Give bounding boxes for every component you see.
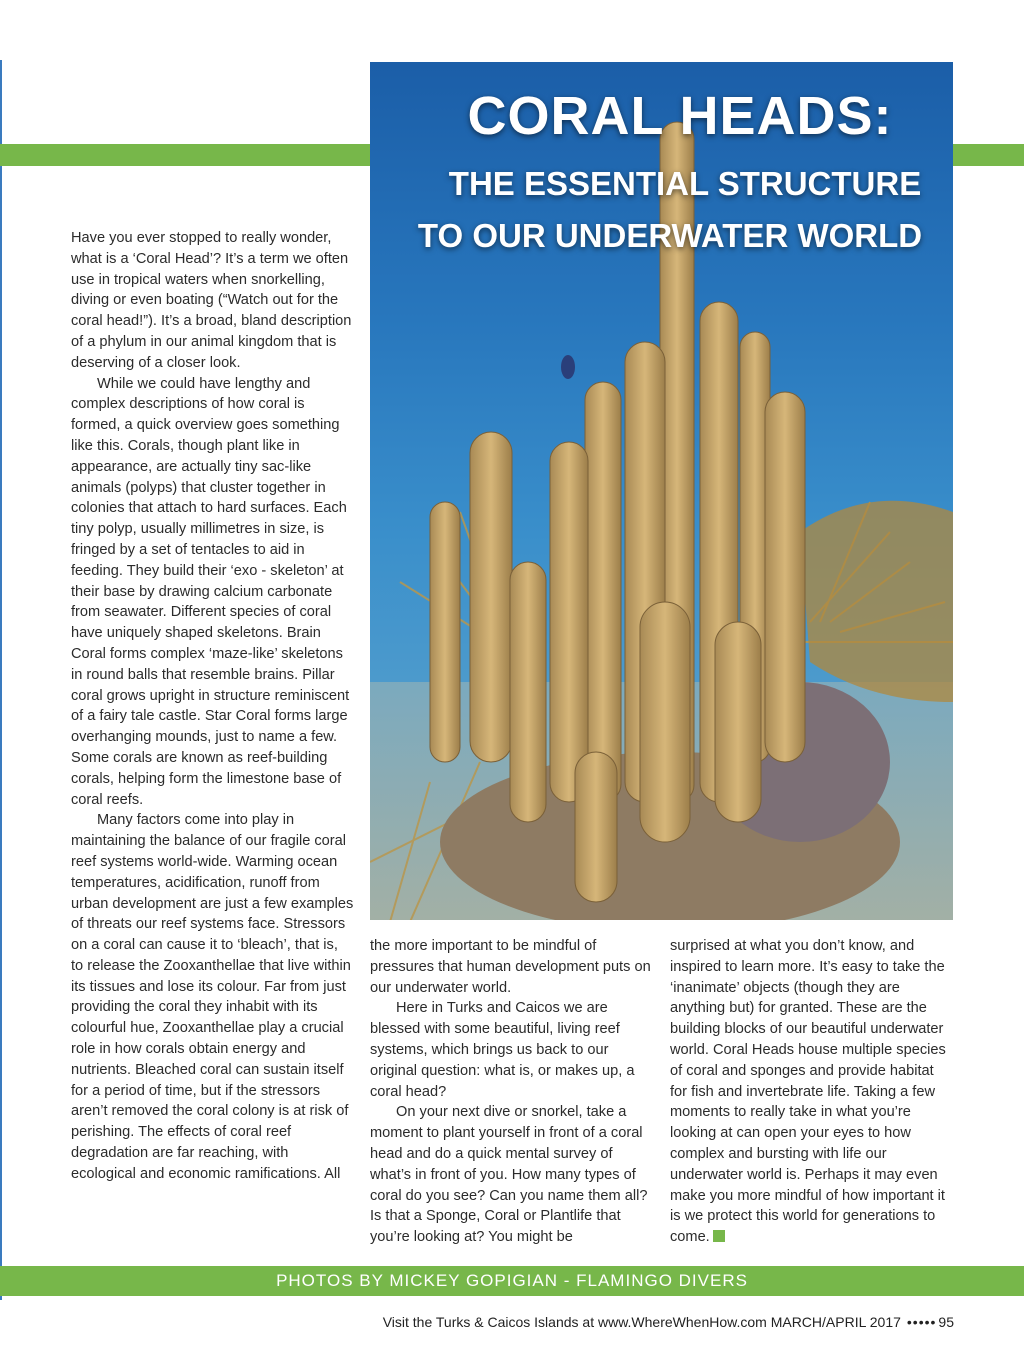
page-number: 95 [938,1314,954,1330]
header-band-left [0,144,370,166]
footer-dots: ••••• [906,1314,937,1330]
paragraph: While we could have lengthy and complex descriptions of how coral is formed, a quick overview goes something like this. Corals, though plant like in appearance, are actually tiny sac-like animals (polyps) that cluster together in colonies that attach to hard surfaces. Each tiny polyp, usually millimetres in size, is fringed by a set of tentacles to aid in feeding. They build their ‘exo - skeleton’ at their base by drawing calcium carbonate from seawater. Different species of coral have uniquely shaped skeletons. Brain Coral forms complex ‘maze-like’ skeletons in round balls that resemble brains. Pillar coral grows upright in structure reminiscent of a fairy tale castle. Star Coral forms large overhanging mounds, just to name a few. Some corals are known as reef-building corals, helping form the limestone base of coral reefs. [71,375,350,808]
paragraph-text: surprised at what you don’t know, and inspired to learn more. It’s easy to take the ‘inanimate’ objects (though they are anything but) for granted. These are the building blocks of our beautiful underwater world. Coral Heads house multiple species of coral and sponges and provide habitat for fish and invertebrate life. Taking a few moments to really take in what you’re looking at can open your eyes to how complex and bursting with life our underwater world is. Perhaps it may even make you more mindful of how important it is we protect this world for generations to come. [670,938,946,1246]
photo-credit: PHOTOS BY MICKEY GOPIGIAN - FLAMINGO DIVERS [0,1266,1024,1296]
page-footer [383,1314,954,1330]
headline-title: CORAL HEADS: [467,86,893,146]
paragraph [670,936,953,1248]
paragraph: Many factors come into play in maintaining the balance of our fragile coral reef systems world-wide. Warming ocean temperatures, acidification, runoff from urban development are just a few examples of threats our reef systems face. Stressors on a coral can cause it to ‘bleach’, that is, to release the Zooxanthellae that live within its tissues and lose its colour. Far from just providing the coral they inhabit with its colourful hue, Zooxanthellae play a crucial role in how corals obtain energy and nutrients. Bleached coral can sustain itself for a period of time, but if the stressors aren’t removed the coral colony is at risk of perishing. The effects of coral reef degradation are far reaching, with ecological and economic ramifications. All [71,812,354,1182]
article-headline [370,80,970,262]
headline-subtitle-line2: TO OUR UNDERWATER WORLD [417,217,923,254]
paragraph: On your next dive or snorkel, take a moment to plant yourself in front of a coral head and do a quick mental survey of what’s in front of you. How many types of coral do you see? Can you name them all? Is that a Sponge, Coral or Plantlife that you’re looking at? You might be [370,1104,648,1246]
footer-text: Visit the Turks & Caicos Islands at www.WhereWhenHow.com MARCH/APRIL 2017 [382,1314,901,1330]
left-edge-rule [0,60,2,1300]
article-column-2 [370,936,655,1248]
paragraph: the more important to be mindful of pressures that human development puts on our underwater world. [370,938,651,996]
article-column-1 [71,228,354,1185]
article-column-3 [670,936,953,1248]
end-mark-icon [713,1230,725,1242]
paragraph: Have you ever stopped to really wonder, what is a ‘Coral Head’? It’s a term we often use in tropical waters when snorkelling, diving or even boating (“Watch out for the coral head!”). It’s a broad, bland description of a phylum in our animal kingdom that is deserving of a closer look. [71,230,352,371]
headline-subtitle-line1: THE ESSENTIAL STRUCTURE [448,165,922,202]
paragraph: Here in Turks and Caicos we are blessed with some beautiful, living reef systems, which brings us back to our original question: what is, or makes up, a coral head? [370,1000,635,1100]
